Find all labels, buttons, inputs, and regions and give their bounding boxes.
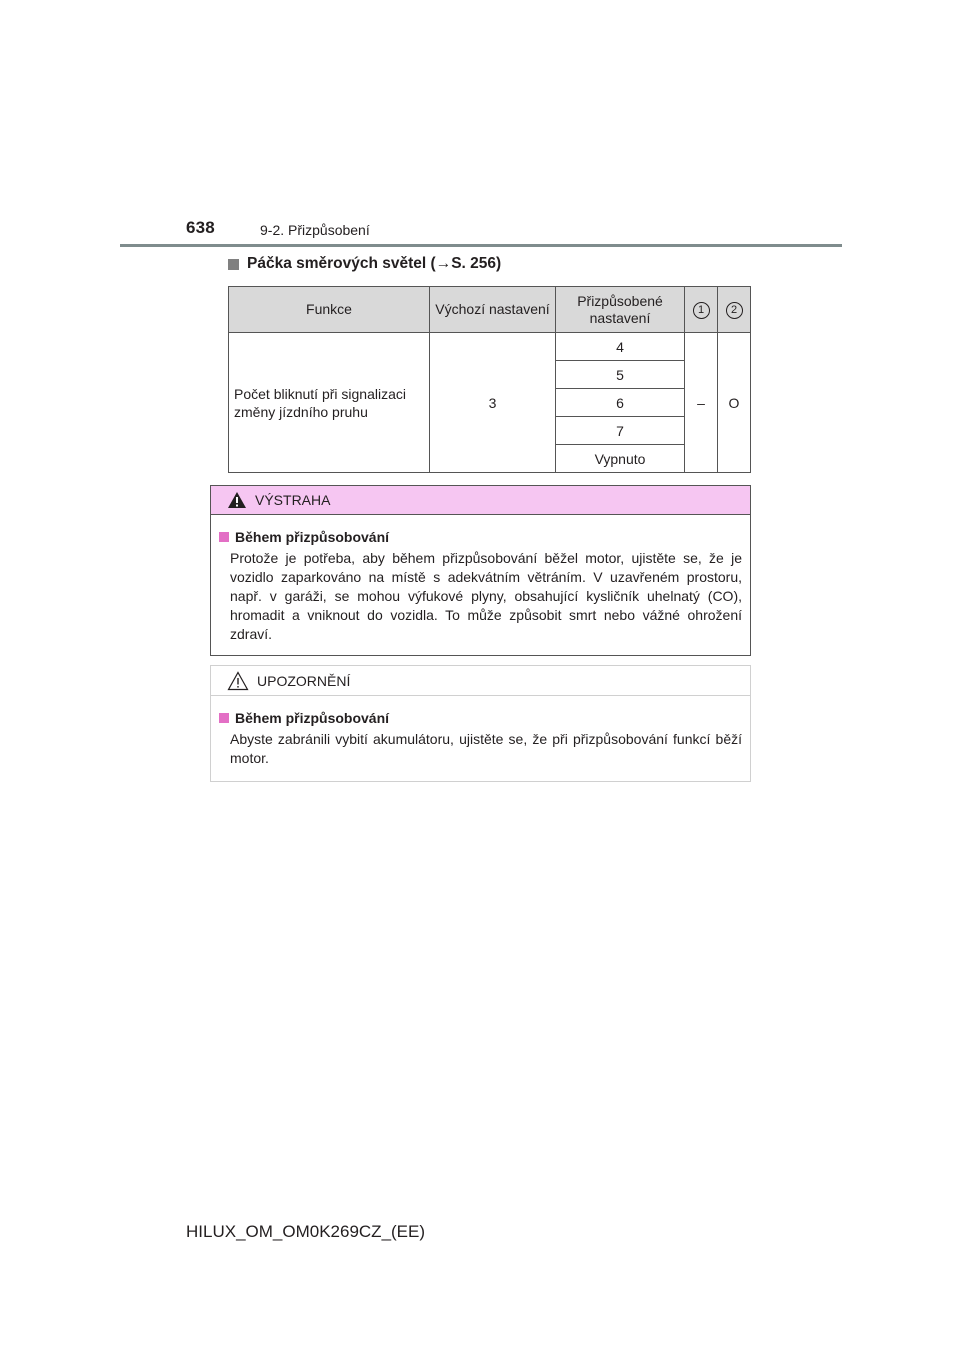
table-header-row: [229, 287, 751, 333]
header-cell-1: [685, 287, 718, 333]
caution-item-title-text: Během přizpůsobování: [235, 710, 390, 726]
col1-cell: –: [685, 333, 718, 473]
caution-label: UPOZORNĚNÍ: [257, 672, 351, 689]
header-cell-default: Výchozí nastavení: [430, 287, 556, 333]
caution-item-text: Abyste zabránili vybití akumulátoru, ujistěte se, že při přizpůsobování funkcí běží motor.: [230, 731, 742, 766]
header-cell-custom: Přizpůsobené nastavení: [556, 287, 685, 333]
caution-item-title: [219, 710, 750, 726]
circled-number-1-icon: 1: [693, 302, 710, 319]
section-title: 9-2. Přizpůsobení: [260, 222, 370, 238]
warning-triangle-icon: [227, 491, 247, 509]
default-cell: 3: [430, 333, 556, 473]
heading-text: Páčka směrových světel (→S. 256): [247, 255, 502, 272]
caution-triangle-icon: [227, 671, 249, 691]
option-cell: 5: [556, 361, 685, 389]
option-cell: 7: [556, 417, 685, 445]
table-row: [229, 333, 751, 361]
header-divider: [120, 244, 842, 247]
caution-box: [210, 665, 751, 782]
warning-box: [210, 485, 751, 656]
header-cell-2: [718, 287, 751, 333]
function-cell: Počet bliknutí při signalizaci změny jízdního pruhu: [229, 333, 430, 473]
warning-item-text: Protože je potřeba, aby během přizpůsobování běžel motor, ujistěte se, že je vozidlo zaparkováno na místě s adekvátním větráním. V uzavřeném prostoru, např. v garáži, se mohou výfukové plyny, obsahující kysličník uhelnatý (CO), hromadit a vniknout do vozidla. To může způsobit smrt nebo vážné ohrožení zdraví.: [230, 550, 742, 642]
pink-square-bullet-icon: [219, 713, 229, 723]
caution-header: [211, 666, 750, 696]
col2-cell: O: [718, 333, 751, 473]
header-cell-function: Funkce: [229, 287, 430, 333]
settings-table: [228, 286, 751, 473]
document-code: HILUX_OM_OM0K269CZ_(EE): [186, 1222, 426, 1241]
option-cell: 6: [556, 389, 685, 417]
option-cell: 4: [556, 333, 685, 361]
warning-header: [211, 486, 750, 515]
option-cell: Vypnuto: [556, 445, 685, 473]
warning-item-title-text: Během přizpůsobování: [235, 529, 390, 545]
pink-square-bullet-icon: [219, 532, 229, 542]
warning-label: VÝSTRAHA: [255, 492, 331, 508]
circled-number-2-icon: 2: [726, 302, 743, 319]
square-bullet-icon: [228, 259, 239, 270]
section-heading: [228, 255, 501, 273]
page-number: 638: [186, 218, 215, 237]
warning-item-title: [219, 529, 750, 545]
